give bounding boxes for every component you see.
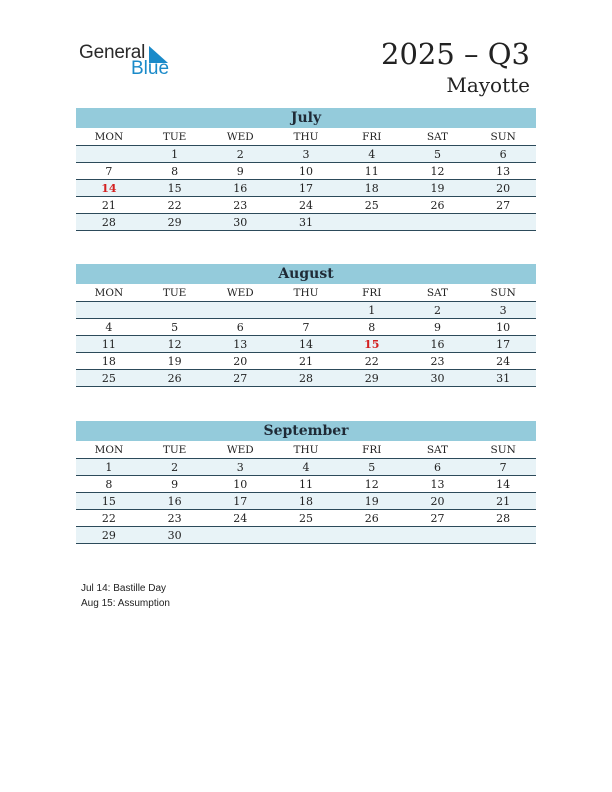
weekday-label: WED xyxy=(226,131,254,143)
day-cell xyxy=(273,527,339,543)
weekday-label: TUE xyxy=(162,131,187,143)
week-row xyxy=(76,510,536,527)
week-row xyxy=(76,459,536,476)
day-cell xyxy=(207,302,273,318)
weekday-label: MON xyxy=(94,444,124,456)
holiday-day-cell: 14 xyxy=(101,182,117,195)
day-cell: 3 xyxy=(302,148,310,161)
day-cell: 26 xyxy=(364,512,379,525)
day-cell: 29 xyxy=(101,529,116,542)
holiday-day-cell: 15 xyxy=(364,338,380,351)
week-row xyxy=(76,197,536,214)
day-cell: 30 xyxy=(233,216,248,229)
day-cell: 15 xyxy=(167,182,182,195)
weekday-label: MON xyxy=(94,131,124,143)
weekday-label: SUN xyxy=(490,287,516,299)
day-cell: 24 xyxy=(233,512,248,525)
day-cell: 23 xyxy=(430,355,445,368)
day-cell: 22 xyxy=(167,199,182,212)
weekday-label: WED xyxy=(226,444,254,456)
day-cell: 26 xyxy=(167,372,182,385)
month-calendar xyxy=(76,264,536,387)
day-cell: 9 xyxy=(236,165,244,178)
day-cell: 12 xyxy=(167,338,182,351)
day-cell: 11 xyxy=(364,165,379,178)
month-name: August xyxy=(76,264,536,284)
page-title: 2025 – Q3 xyxy=(381,37,530,71)
day-cell: 21 xyxy=(299,355,314,368)
day-cell: 12 xyxy=(364,478,379,491)
day-cell: 11 xyxy=(299,478,314,491)
day-cell: 24 xyxy=(299,199,314,212)
day-cell: 27 xyxy=(430,512,445,525)
day-cell: 7 xyxy=(302,321,310,334)
day-cell: 5 xyxy=(368,461,376,474)
day-cell: 4 xyxy=(302,461,310,474)
day-cell: 5 xyxy=(433,148,441,161)
day-cell xyxy=(405,214,471,230)
day-cell: 17 xyxy=(496,338,511,351)
logo-word-general: General xyxy=(79,42,146,63)
day-cell: 10 xyxy=(299,165,314,178)
weekday-label: FRI xyxy=(362,131,382,143)
week-row xyxy=(76,353,536,370)
logo-word-blue: Blue xyxy=(131,58,170,79)
weekday-label: SUN xyxy=(490,131,516,143)
week-row xyxy=(76,180,536,197)
day-cell: 5 xyxy=(171,321,179,334)
day-cell xyxy=(470,527,536,543)
month-name: September xyxy=(76,421,536,441)
day-cell: 20 xyxy=(430,495,445,508)
holiday-note: Jul 14: Bastille Day xyxy=(81,583,167,594)
day-cell: 13 xyxy=(496,165,511,178)
day-cell: 20 xyxy=(496,182,511,195)
day-cell: 1 xyxy=(368,304,376,317)
day-cell: 13 xyxy=(430,478,445,491)
holiday-note: Aug 15: Assumption xyxy=(81,598,170,609)
weekday-label: SAT xyxy=(426,287,449,299)
day-cell: 21 xyxy=(101,199,116,212)
month-calendar xyxy=(76,108,536,231)
day-cell: 24 xyxy=(496,355,511,368)
day-cell: 31 xyxy=(299,216,314,229)
day-cell xyxy=(142,302,208,318)
weekday-label: THU xyxy=(293,444,319,456)
weekday-label: TUE xyxy=(162,444,187,456)
weekday-label: THU xyxy=(293,287,319,299)
day-cell: 25 xyxy=(364,199,379,212)
day-cell: 27 xyxy=(233,372,248,385)
day-cell: 13 xyxy=(233,338,248,351)
day-cell: 6 xyxy=(433,461,441,474)
page-subtitle: Mayotte xyxy=(446,73,530,97)
day-cell xyxy=(470,214,536,230)
day-cell: 2 xyxy=(433,304,441,317)
day-cell: 8 xyxy=(171,165,179,178)
weekday-header-row xyxy=(76,284,536,302)
weekday-label: WED xyxy=(226,287,254,299)
day-cell: 16 xyxy=(167,495,182,508)
day-cell: 4 xyxy=(368,148,376,161)
day-cell: 30 xyxy=(430,372,445,385)
day-cell: 7 xyxy=(499,461,507,474)
day-cell xyxy=(273,302,339,318)
day-cell: 8 xyxy=(105,478,113,491)
day-cell: 8 xyxy=(368,321,376,334)
day-cell: 19 xyxy=(430,182,445,195)
day-cell: 28 xyxy=(101,216,116,229)
day-cell xyxy=(207,527,273,543)
day-cell: 4 xyxy=(105,321,113,334)
day-cell: 11 xyxy=(101,338,116,351)
week-row xyxy=(76,476,536,493)
day-cell xyxy=(405,527,471,543)
day-cell: 31 xyxy=(496,372,511,385)
week-row xyxy=(76,336,536,353)
day-cell xyxy=(76,302,142,318)
day-cell: 21 xyxy=(496,495,511,508)
day-cell: 19 xyxy=(364,495,379,508)
day-cell: 17 xyxy=(299,182,314,195)
day-cell: 12 xyxy=(430,165,445,178)
week-row xyxy=(76,302,536,319)
weekday-label: SUN xyxy=(490,444,516,456)
day-cell: 27 xyxy=(496,199,511,212)
day-cell: 10 xyxy=(496,321,511,334)
day-cell: 2 xyxy=(171,461,179,474)
day-cell: 18 xyxy=(299,495,314,508)
weekday-label: THU xyxy=(293,131,319,143)
day-cell: 17 xyxy=(233,495,248,508)
week-row xyxy=(76,214,536,231)
weekday-label: FRI xyxy=(362,444,382,456)
week-row xyxy=(76,370,536,387)
day-cell: 20 xyxy=(233,355,248,368)
generalblue-logo xyxy=(79,42,189,82)
weekday-label: SAT xyxy=(426,444,449,456)
day-cell: 22 xyxy=(364,355,379,368)
day-cell: 6 xyxy=(499,148,507,161)
day-cell: 9 xyxy=(433,321,441,334)
day-cell: 18 xyxy=(364,182,379,195)
weekday-header-row xyxy=(76,128,536,146)
weekday-label: MON xyxy=(94,287,124,299)
day-cell xyxy=(76,146,142,162)
day-cell xyxy=(339,527,405,543)
day-cell: 7 xyxy=(105,165,113,178)
holiday-notes xyxy=(81,581,170,611)
day-cell: 23 xyxy=(233,199,248,212)
day-cell: 19 xyxy=(167,355,182,368)
day-cell: 28 xyxy=(496,512,511,525)
week-row xyxy=(76,163,536,180)
weekday-label: TUE xyxy=(162,287,187,299)
day-cell: 25 xyxy=(101,372,116,385)
week-row xyxy=(76,493,536,510)
day-cell xyxy=(339,214,405,230)
week-row xyxy=(76,319,536,336)
day-cell: 28 xyxy=(299,372,314,385)
day-cell: 10 xyxy=(233,478,248,491)
weekday-label: FRI xyxy=(362,287,382,299)
day-cell: 1 xyxy=(171,148,179,161)
day-cell: 22 xyxy=(101,512,116,525)
day-cell: 3 xyxy=(499,304,507,317)
day-cell: 2 xyxy=(236,148,244,161)
day-cell: 26 xyxy=(430,199,445,212)
day-cell: 6 xyxy=(236,321,244,334)
day-cell: 30 xyxy=(167,529,182,542)
day-cell: 14 xyxy=(496,478,511,491)
day-cell: 29 xyxy=(364,372,379,385)
day-cell: 1 xyxy=(105,461,113,474)
day-cell: 15 xyxy=(101,495,116,508)
day-cell: 25 xyxy=(299,512,314,525)
weekday-header-row xyxy=(76,441,536,459)
day-cell: 16 xyxy=(233,182,248,195)
weekday-label: SAT xyxy=(426,131,449,143)
day-cell: 29 xyxy=(167,216,182,229)
month-calendar xyxy=(76,421,536,544)
week-row xyxy=(76,527,536,544)
week-row xyxy=(76,146,536,163)
month-name: July xyxy=(76,108,536,128)
day-cell: 16 xyxy=(430,338,445,351)
day-cell: 3 xyxy=(236,461,244,474)
day-cell: 23 xyxy=(167,512,182,525)
day-cell: 9 xyxy=(171,478,179,491)
day-cell: 18 xyxy=(101,355,116,368)
day-cell: 14 xyxy=(299,338,314,351)
